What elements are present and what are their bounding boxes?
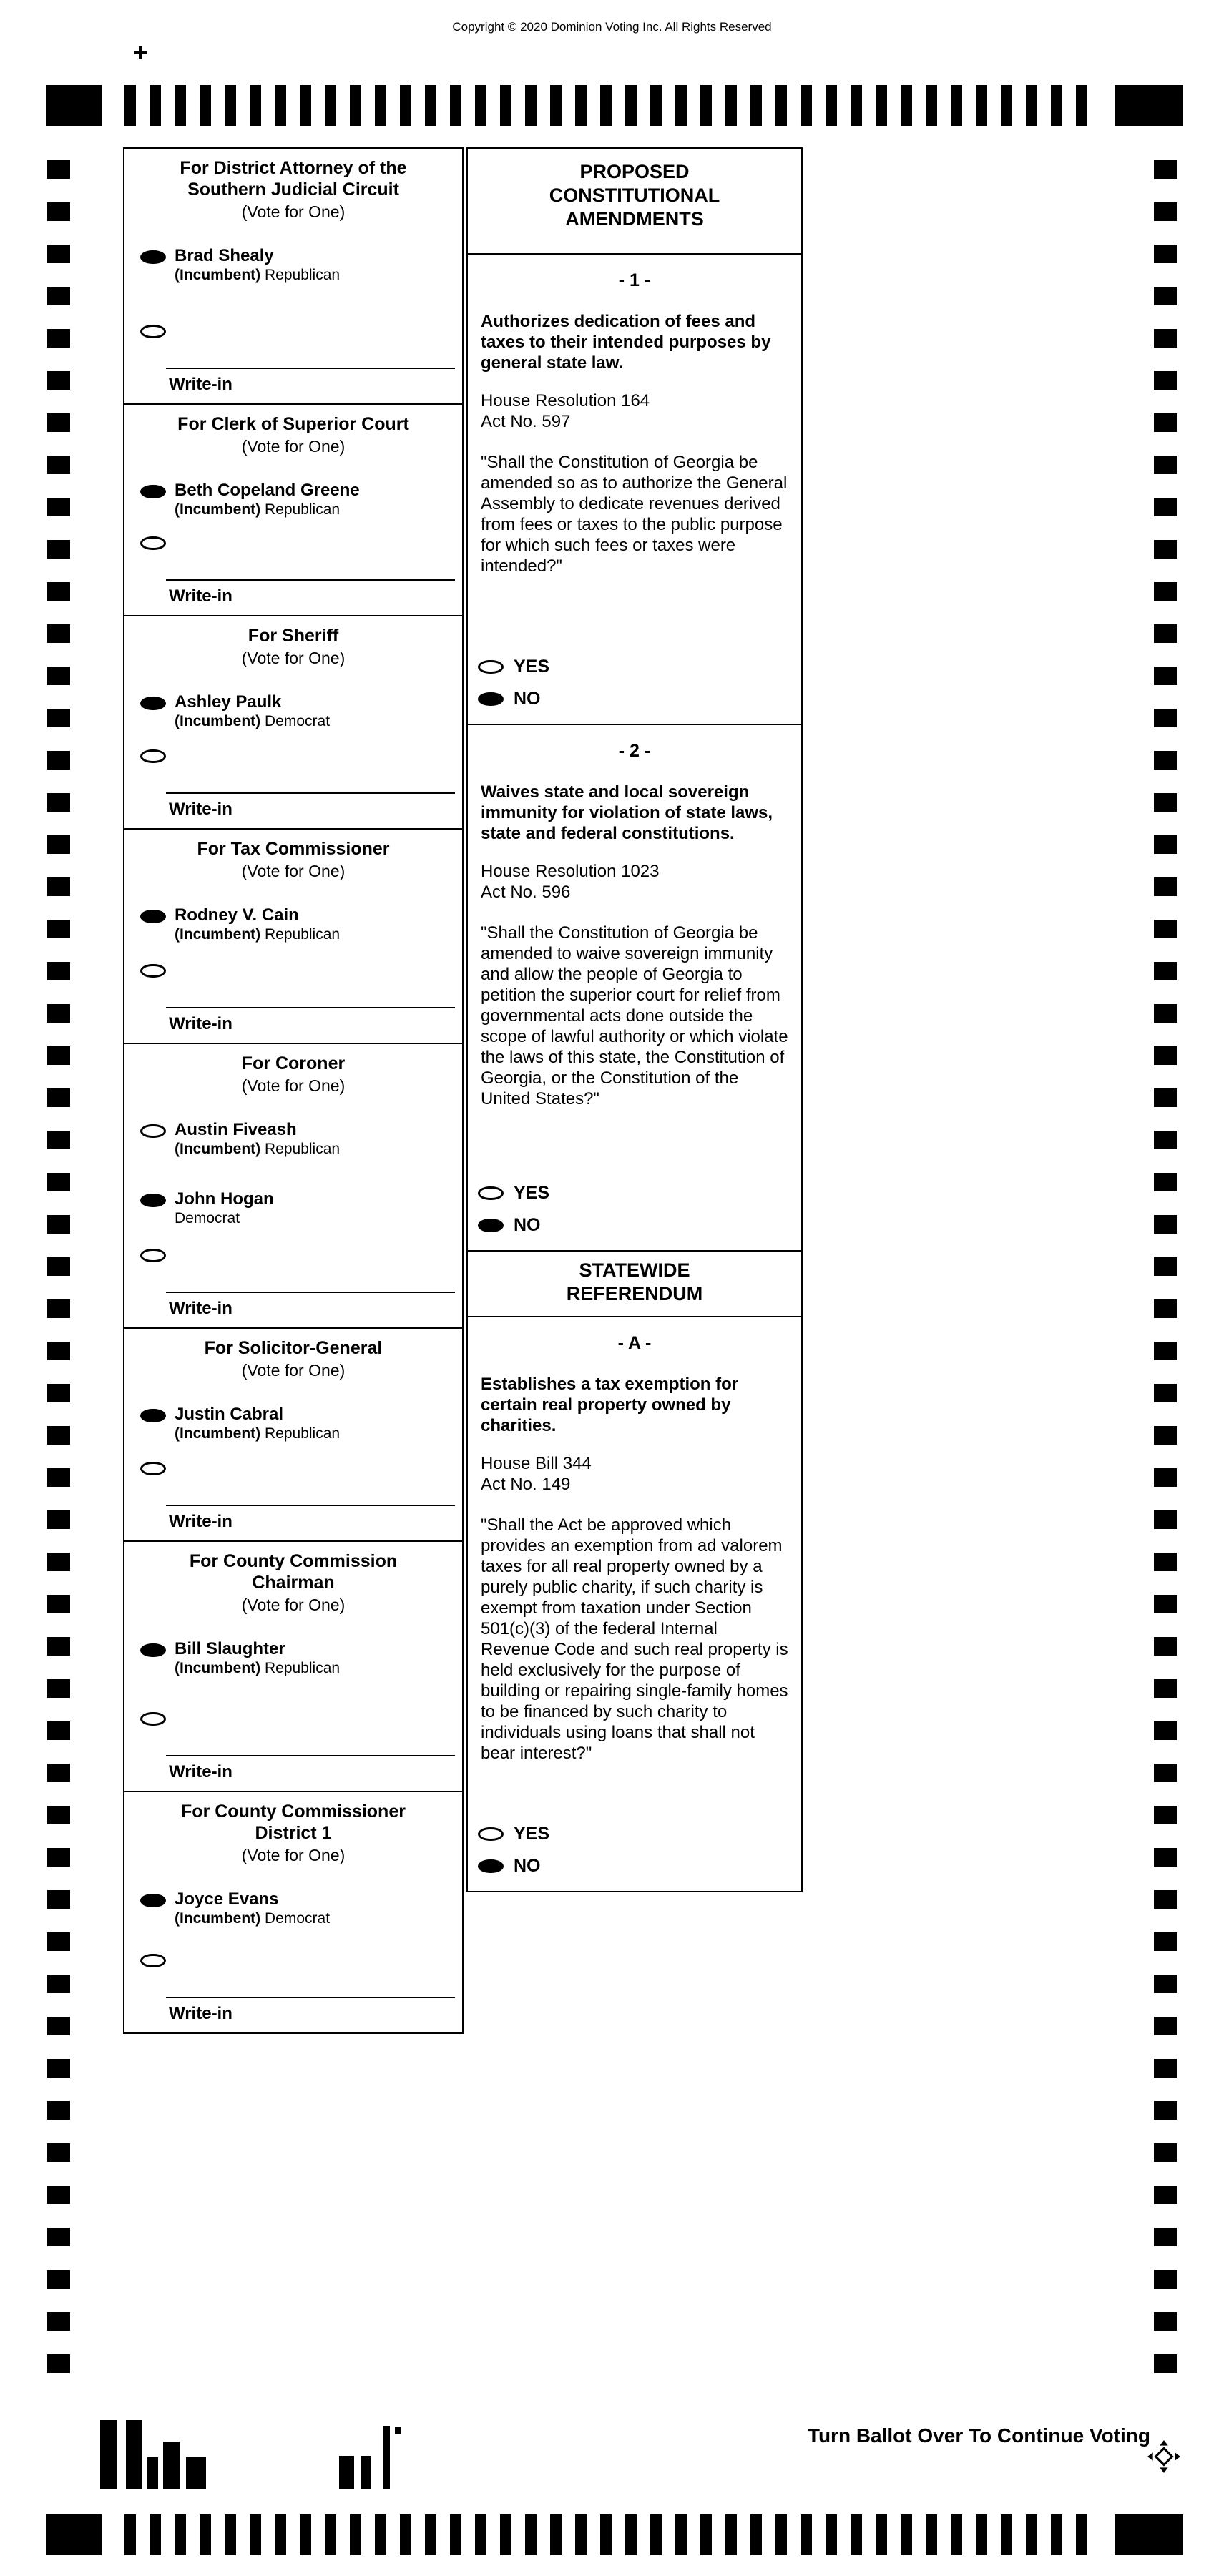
timing-block-right bbox=[1115, 2514, 1183, 2555]
contest-box-solicitor-general bbox=[123, 1327, 464, 1542]
candidate-party: (Incumbent) Democrat bbox=[175, 1910, 331, 1927]
write-in-oval[interactable] bbox=[140, 1954, 166, 1967]
candidate-party: (Incumbent) Republican bbox=[175, 1141, 341, 1157]
section-header: STATEWIDE REFERENDUM bbox=[566, 1259, 703, 1304]
timing-bars bbox=[124, 2514, 1087, 2555]
candidate-row bbox=[140, 481, 462, 518]
candidate-oval[interactable] bbox=[140, 1894, 166, 1907]
write-in-oval[interactable] bbox=[140, 1712, 166, 1726]
option-row bbox=[478, 1856, 549, 1877]
candidate-row bbox=[140, 1889, 462, 1927]
measure-options bbox=[478, 657, 549, 709]
timing-squares-left bbox=[47, 160, 70, 2373]
contest-box-sheriff bbox=[123, 615, 464, 830]
write-in-oval[interactable] bbox=[140, 325, 166, 338]
candidate-name: Justin Cabral bbox=[175, 1405, 284, 1424]
candidate-row bbox=[140, 1189, 462, 1227]
write-in-line[interactable] bbox=[166, 792, 455, 794]
measure-number: - A - bbox=[617, 1333, 652, 1353]
measure-question: "Shall the Constitution of Georgia be amended so as to authorize the General Assembly to dedicate revenues derived from fees or taxes to the public purpose for which such fees or taxes were intended?" bbox=[481, 453, 788, 576]
write-in-line[interactable] bbox=[166, 1997, 455, 1998]
write-in-label: Write-in bbox=[169, 1512, 232, 1531]
candidate-row bbox=[140, 1120, 462, 1158]
write-in-label: Write-in bbox=[169, 2004, 232, 2023]
write-in-label: Write-in bbox=[169, 1014, 232, 1033]
candidate-name: Ashley Paulk bbox=[175, 692, 282, 712]
option-oval[interactable] bbox=[478, 692, 504, 706]
vote-for-label: (Vote for One) bbox=[241, 437, 346, 456]
contest-box-coroner bbox=[123, 1043, 464, 1329]
candidate-row bbox=[140, 1405, 462, 1442]
contest-title: For Clerk of Superior Court bbox=[177, 414, 409, 434]
write-in-oval[interactable] bbox=[140, 1249, 166, 1262]
option-oval[interactable] bbox=[478, 660, 504, 674]
measure-summary: Establishes a tax exemption for certain real property owned by charities. bbox=[481, 1375, 739, 1435]
amendments-header-box bbox=[466, 147, 803, 255]
candidate-oval[interactable] bbox=[140, 1194, 166, 1207]
measure-number: - 2 - bbox=[618, 741, 651, 761]
contest-title: For County Commission Chairman bbox=[189, 1551, 398, 1593]
measure-source: House Resolution 1023 Act No. 596 bbox=[481, 862, 660, 902]
option-label: NO bbox=[514, 1215, 541, 1235]
candidate-party: (Incumbent) Republican bbox=[175, 1660, 341, 1676]
option-oval[interactable] bbox=[478, 1186, 504, 1200]
contest-box-tax-commissioner bbox=[123, 828, 464, 1044]
vote-for-label: (Vote for One) bbox=[241, 862, 346, 880]
write-in-line[interactable] bbox=[166, 1505, 455, 1506]
write-in-label: Write-in bbox=[169, 1299, 232, 1318]
vote-for-label: (Vote for One) bbox=[241, 1076, 346, 1095]
option-oval[interactable] bbox=[478, 1827, 504, 1841]
contest-title: For Solicitor-General bbox=[204, 1338, 383, 1358]
option-row bbox=[478, 1183, 549, 1204]
measure-options bbox=[478, 1183, 549, 1236]
contest-box-clerk-superior-court bbox=[123, 403, 464, 616]
contest-title: For Coroner bbox=[241, 1053, 346, 1073]
measure-source: House Resolution 164 Act No. 597 bbox=[481, 391, 650, 431]
option-label: NO bbox=[514, 1856, 541, 1876]
write-in-label: Write-in bbox=[169, 1762, 232, 1781]
copyright-text: Copyright © 2020 Dominion Voting Inc. All Rights Reserved bbox=[452, 20, 772, 34]
contest-box-commission-chairman bbox=[123, 1540, 464, 1792]
candidate-party: (Incumbent) Republican bbox=[175, 501, 341, 518]
timing-bars bbox=[124, 85, 1087, 126]
candidate-row bbox=[140, 905, 462, 943]
candidate-party: Democrat bbox=[175, 1210, 240, 1226]
referendum-header-box bbox=[466, 1250, 803, 1317]
candidate-name: John Hogan bbox=[175, 1189, 274, 1209]
measure-options bbox=[478, 1824, 549, 1877]
vote-for-label: (Vote for One) bbox=[241, 202, 346, 221]
measure-box-amendment-2 bbox=[466, 724, 803, 1252]
contest-box-commissioner-district-1 bbox=[123, 1791, 464, 2034]
candidate-party: (Incumbent) Democrat bbox=[175, 713, 331, 729]
candidate-oval[interactable] bbox=[140, 1124, 166, 1138]
timing-marks-top bbox=[0, 85, 1224, 126]
contest-title: For County Commissioner District 1 bbox=[181, 1801, 406, 1843]
timing-squares-right bbox=[1154, 160, 1177, 2373]
candidate-oval[interactable] bbox=[140, 910, 166, 923]
option-label: YES bbox=[514, 657, 550, 677]
candidate-row bbox=[140, 246, 462, 284]
contest-title: For Sheriff bbox=[248, 626, 339, 646]
timing-block-right bbox=[1115, 85, 1183, 126]
vote-for-label: (Vote for One) bbox=[241, 649, 346, 667]
contest-box-district-attorney bbox=[123, 147, 464, 405]
contest-title: For District Attorney of the Southern Judicial Circuit bbox=[180, 158, 407, 200]
write-in-label: Write-in bbox=[169, 375, 232, 394]
timing-block-left bbox=[46, 85, 102, 126]
candidate-oval[interactable] bbox=[140, 1643, 166, 1657]
measure-question: "Shall the Act be approved which provides an exemption from ad valorem taxes for all real property owned by a purely public charity, if such charity is exempt from taxation under Section 501(c)(3) of the federal Internal Revenue Code and such real property is held exclusively for the purpose of building or repairing single-family homes to be financed by such charity to individuals using loans that shall not bear interest?" bbox=[481, 1515, 788, 1763]
option-row bbox=[478, 657, 549, 677]
measure-summary: Authorizes dedication of fees and taxes to their intended purposes by general state law. bbox=[481, 312, 771, 373]
candidate-party: (Incumbent) Republican bbox=[175, 267, 341, 283]
option-row bbox=[478, 1215, 549, 1236]
write-in-line[interactable] bbox=[166, 368, 455, 369]
registration-plus-icon: + bbox=[133, 38, 149, 67]
crosshair-icon bbox=[1147, 2440, 1180, 2473]
measure-summary: Waives state and local sovereign immunity for violation of state laws, state and federal constitutions. bbox=[481, 782, 773, 843]
timing-block-left bbox=[46, 2514, 102, 2555]
write-in-label: Write-in bbox=[169, 586, 232, 606]
measure-number: - 1 - bbox=[618, 270, 651, 290]
measure-box-amendment-1 bbox=[466, 253, 803, 725]
candidate-name: Austin Fiveash bbox=[175, 1120, 297, 1139]
vote-for-label: (Vote for One) bbox=[241, 1846, 346, 1864]
candidate-name: Bill Slaughter bbox=[175, 1639, 285, 1658]
write-in-line[interactable] bbox=[166, 1755, 455, 1756]
option-label: YES bbox=[514, 1824, 550, 1844]
measure-question: "Shall the Constitution of Georgia be amended to waive sovereign immunity and allow the people of Georgia to petition the superior court for relief from governmental acts done outside the scope of lawful authority or which violate the laws of this state, the Constitution of Georgia, or the Constitution of the United States?" bbox=[481, 923, 788, 1108]
write-in-oval[interactable] bbox=[140, 1462, 166, 1475]
option-row bbox=[478, 1824, 549, 1844]
candidate-oval[interactable] bbox=[140, 250, 166, 264]
candidate-oval[interactable] bbox=[140, 697, 166, 710]
vote-for-label: (Vote for One) bbox=[241, 1361, 346, 1380]
contest-title: For Tax Commissioner bbox=[197, 839, 390, 859]
measure-box-referendum-a bbox=[466, 1316, 803, 1892]
option-oval[interactable] bbox=[478, 1219, 504, 1232]
candidate-oval[interactable] bbox=[140, 1409, 166, 1422]
option-label: NO bbox=[514, 689, 541, 709]
write-in-line[interactable] bbox=[166, 579, 455, 581]
candidate-row bbox=[140, 1639, 462, 1677]
candidate-name: Brad Shealy bbox=[175, 246, 274, 265]
option-oval[interactable] bbox=[478, 1859, 504, 1873]
write-in-oval[interactable] bbox=[140, 749, 166, 763]
section-header: PROPOSED CONSTITUTIONAL AMENDMENTS bbox=[549, 161, 720, 230]
write-in-oval[interactable] bbox=[140, 964, 166, 978]
option-row bbox=[478, 689, 549, 709]
candidate-oval[interactable] bbox=[140, 485, 166, 498]
measure-source: House Bill 344 Act No. 149 bbox=[481, 1454, 592, 1494]
ballot-code-marks bbox=[100, 2414, 436, 2489]
turn-ballot-over-instruction: Turn Ballot Over To Continue Voting bbox=[807, 2424, 1150, 2447]
candidate-name: Rodney V. Cain bbox=[175, 905, 299, 925]
candidate-name: Joyce Evans bbox=[175, 1889, 279, 1909]
candidate-name: Beth Copeland Greene bbox=[175, 481, 360, 500]
vote-for-label: (Vote for One) bbox=[241, 1596, 346, 1614]
write-in-line[interactable] bbox=[166, 1007, 455, 1008]
candidate-row bbox=[140, 692, 462, 730]
write-in-line[interactable] bbox=[166, 1292, 455, 1293]
option-label: YES bbox=[514, 1183, 550, 1203]
write-in-oval[interactable] bbox=[140, 536, 166, 550]
candidate-party: (Incumbent) Republican bbox=[175, 1425, 341, 1442]
timing-marks-bottom bbox=[0, 2514, 1224, 2555]
write-in-label: Write-in bbox=[169, 800, 232, 819]
candidate-party: (Incumbent) Republican bbox=[175, 926, 341, 943]
